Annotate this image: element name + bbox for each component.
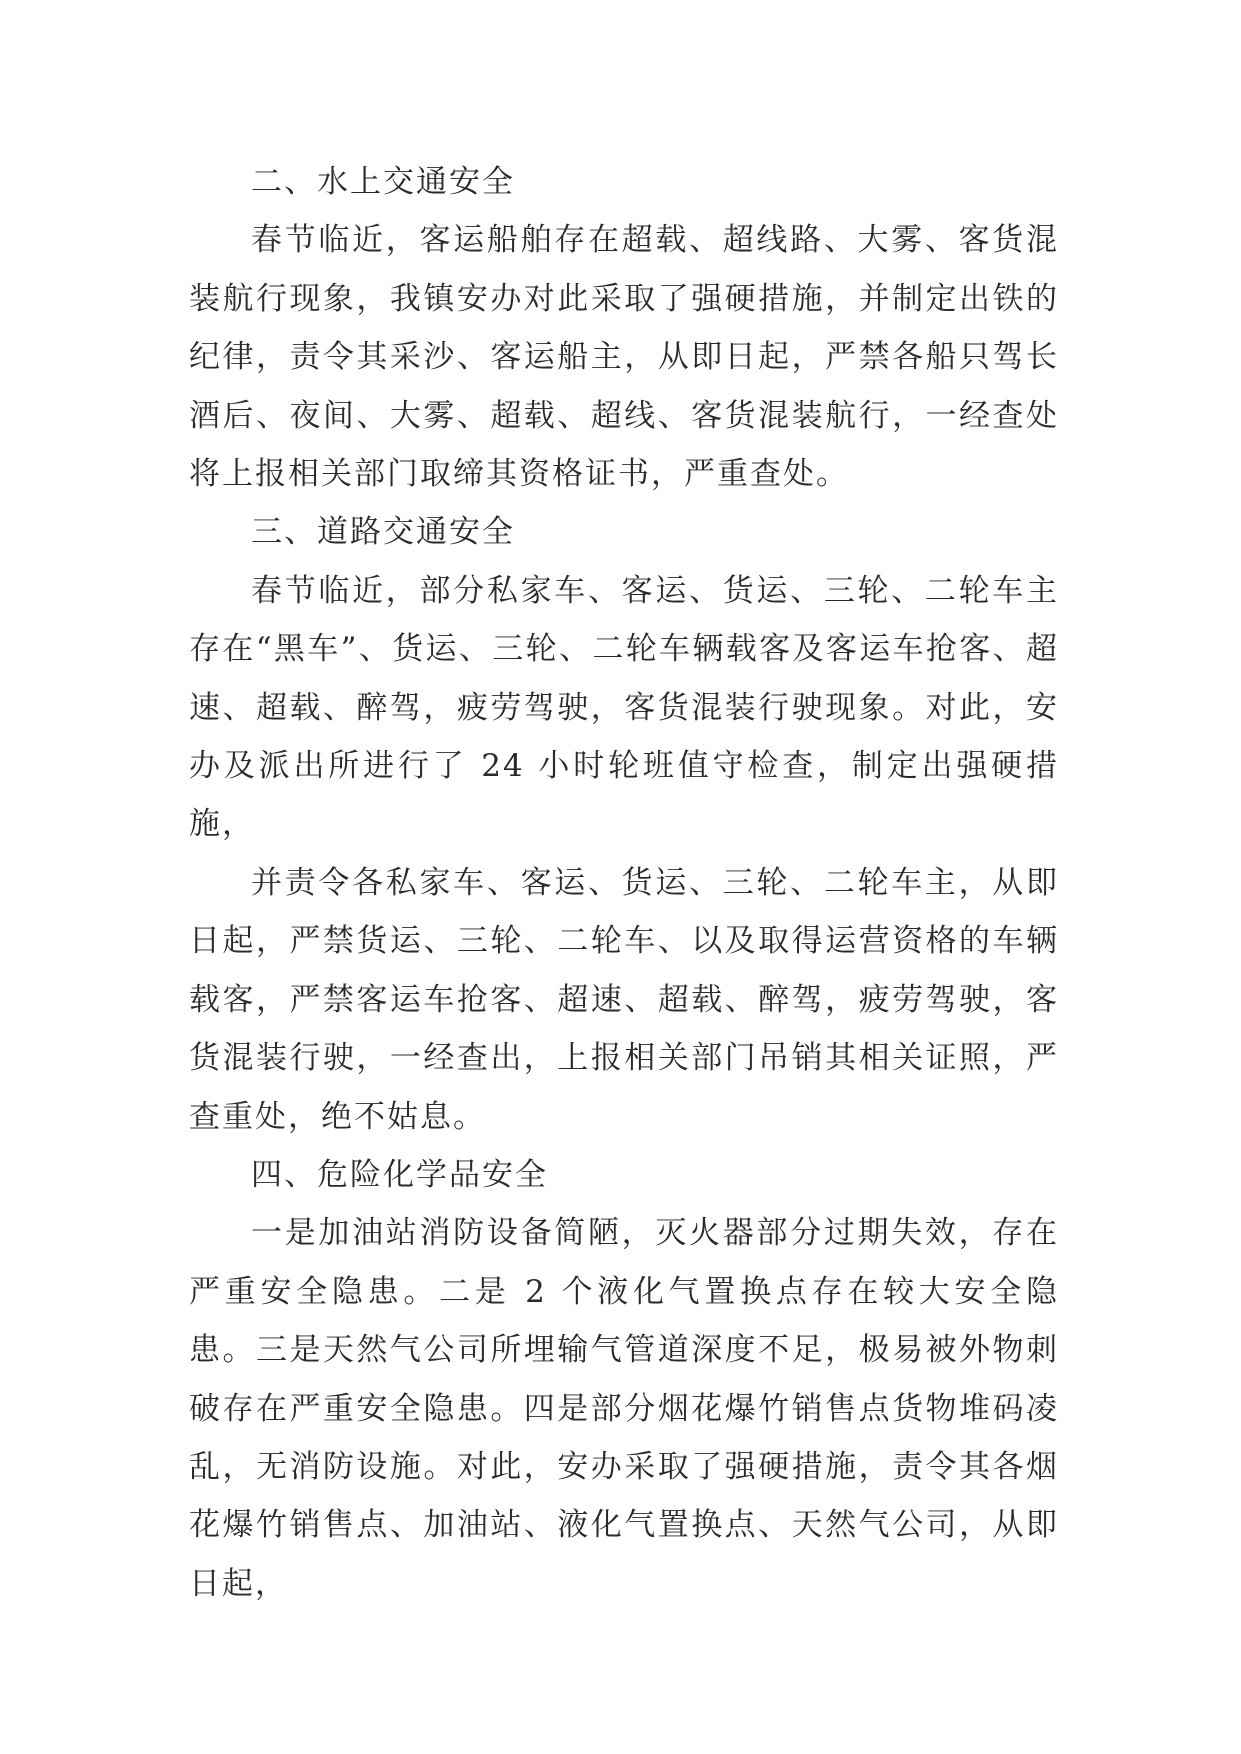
section-heading-road-traffic: 三、道路交通安全 <box>251 514 515 551</box>
section-heading-water-traffic: 二、水上交通安全 <box>251 164 515 200</box>
paragraph-road-traffic-measures: 并责令各私家车、客运、货运、三轮、二轮车主，从即日起，严禁货运、三轮、二轮车、以及取得运营资格的车辆载客，严禁客运车抢客、超速、超载、醉驾，疲劳驾驶，客货混装行驶，一经查出，上报相关部门吊销其相关证照，严查重处，绝不姑息。 <box>189 864 1059 1135</box>
document-body <box>189 153 1059 1613</box>
section-heading-hazardous-chemicals: 四、危险化学品安全 <box>251 1156 548 1193</box>
paragraph-water-traffic: 春节临近，客运船舶存在超载、超线路、大雾、客货混装航行现象，我镇安办对此采取了强硬措施，并制定出铁的纪律，责令其采沙、客运船主，从即日起，严禁各船只驾长酒后、夜间、大雾、超载、超线、客货混装航行，一经查处将上报相关部门取缔其资格证书，严重查处。 <box>189 222 1059 493</box>
paragraph-road-traffic-situation: 春节临近，部分私家车、客运、货运、三轮、二轮车主存在“黑车”、货运、三轮、二轮车辆载客及客运车抢客、超速、超载、醉驾，疲劳驾驶，客货混装行驶现象。对此，安办及派出所进行了 24 小时轮班值守检查，制定出强硬措施， <box>189 572 1059 843</box>
paragraph-hazardous-chemicals: 一是加油站消防设备简陋，灭火器部分过期失效，存在严重安全隐患。二是 2 个液化气置换点存在较大安全隐患。三是天然气公司所埋输气管道深度不足，极易被外物刺破存在严重安全隐患。四是部分烟花爆竹销售点货物堆码凌乱，无消防设施。对此，安办采取了强硬措施，责令其各烟花爆竹销售点、加油站、液化气置换点、天然气公司，从即日起， <box>189 1215 1059 1602</box>
